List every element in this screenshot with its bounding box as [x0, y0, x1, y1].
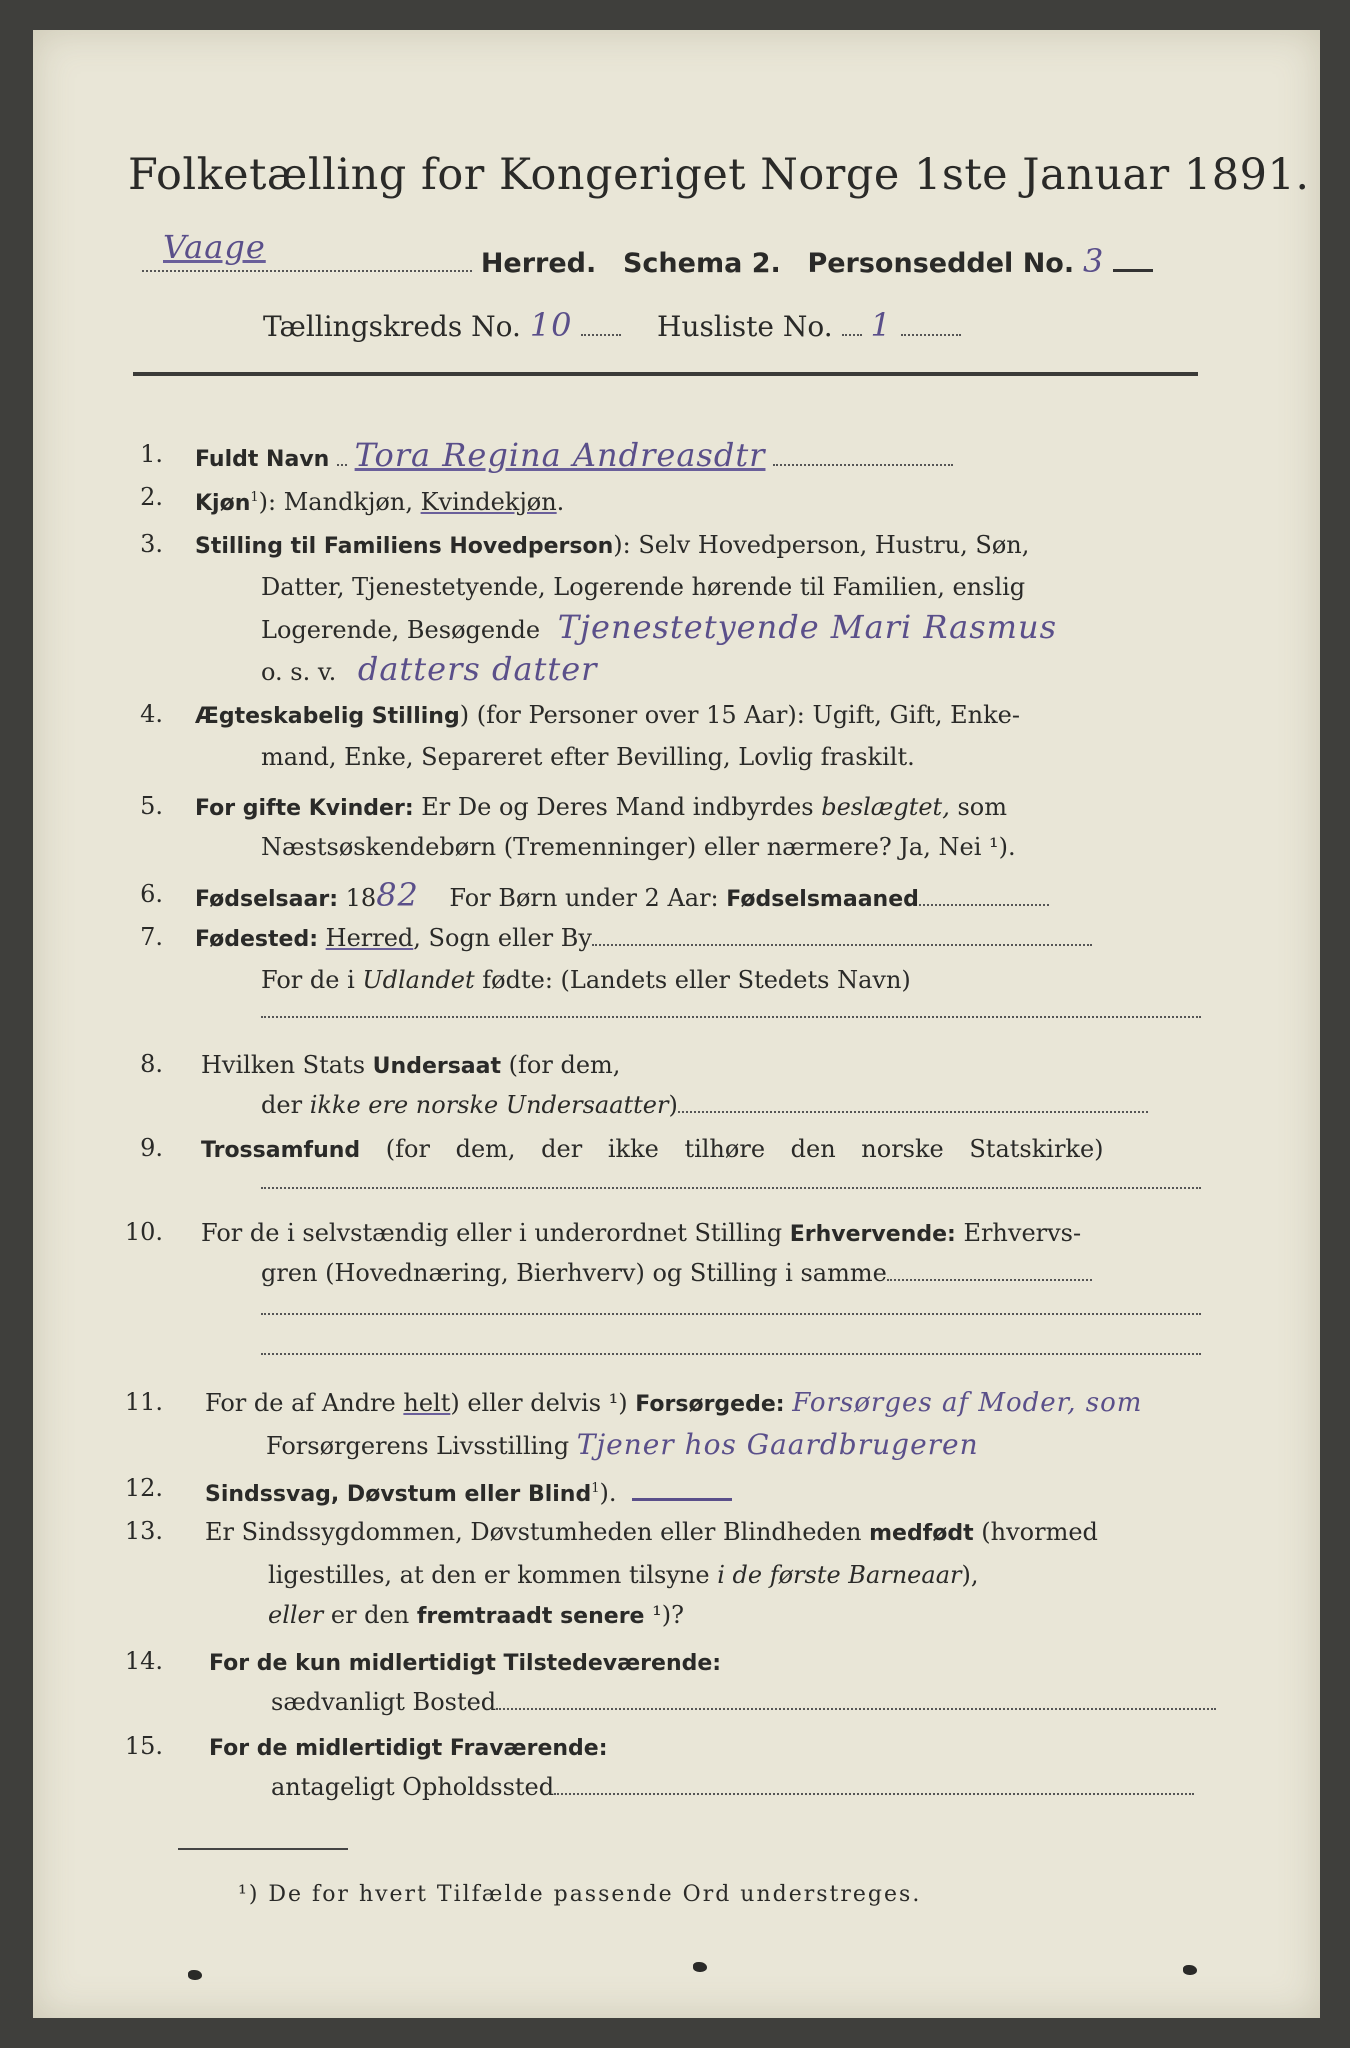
birth-year-prefix: 18 [345, 884, 377, 912]
item-10-line-2 [261, 1258, 1092, 1288]
item-11-line-1 [205, 1388, 1142, 1420]
item-number: 15. [124, 1732, 163, 1760]
item-10-line-1 [201, 1218, 1081, 1250]
item-7-text-1: , Sogn eller By [413, 924, 592, 952]
personseddel-label: Personseddel No. [807, 248, 1075, 279]
item-number: 12. [124, 1474, 163, 1502]
item-5-line-1 [195, 792, 1007, 824]
form-title: Folketælling for Kongeriget Norge 1ste Januar 1891. [128, 150, 1310, 200]
schema-label: Schema 2. [622, 248, 781, 279]
header-divider [133, 372, 1198, 376]
item-3-text-1: ): Selv Hovedperson, Hustru, Søn, [613, 531, 1030, 559]
footnote-ref: 1 [250, 490, 259, 505]
item-7-line-2 [261, 965, 911, 995]
binding-hole-mark [1183, 1965, 1197, 1975]
item-5-text-1: Er De og Deres Mand indbyrdes [421, 793, 814, 821]
item-15-line-1 [209, 1732, 608, 1764]
item-number: 1. [140, 440, 163, 468]
footnote: ¹) De for hvert Tilfælde passende Ord understreges. [238, 1882, 922, 1907]
personseddel-value: 3 [1083, 242, 1105, 280]
supported-by-value: Forsørges af Moder, som [792, 1388, 1143, 1418]
herred-label: Herred. [480, 248, 597, 279]
item-number: 3. [140, 530, 163, 558]
family-position-value: Tjenestetyende Mari Rasmus [557, 608, 1058, 646]
item-10-blank-line-2 [261, 1332, 1201, 1362]
item-12-line: Sindssvag, Døvstum eller Blind$^1$). [205, 1474, 732, 1510]
binding-hole-mark [693, 1962, 707, 1972]
item-10-text-1a: For de i selvstændig eller i underordnet Stilling [201, 1219, 783, 1247]
item-11-bold: Forsørgede: [635, 1392, 785, 1417]
item-13-line-1 [205, 1517, 1098, 1549]
item-14-text-2: sædvanligt Bosted [271, 1688, 497, 1716]
item-6-bold: Fødselsmaaned [726, 887, 919, 912]
item-13-text-2a: ligestilles, at den er kommen tilsyne [268, 1561, 710, 1589]
item-13-line-3 [268, 1600, 684, 1632]
item-8-line-2: der ikke ere norske Undersaatter) [261, 1090, 1148, 1120]
item-number: 9. [140, 1134, 163, 1162]
item-5-italic: beslægtet, [821, 793, 950, 821]
item-3-text-4: o. s. v. [261, 658, 337, 686]
item-1-label: Fuldt Navn [195, 447, 330, 472]
item-8-text-1a: Hvilken Stats [201, 1051, 366, 1079]
herred-value: Vaage [163, 228, 266, 266]
item-3-label: Stilling til Familiens Hovedperson [195, 534, 614, 559]
item-number: 5. [140, 792, 163, 820]
kreds-row [263, 306, 961, 344]
birthplace-value: Herred [325, 924, 414, 952]
full-name-value: Tora Regina Andreasdtr [354, 436, 766, 474]
item-11-text-1a: For de af Andre [205, 1389, 396, 1417]
item-number: 10. [124, 1218, 163, 1246]
item-13-text-1c: (hvormed [981, 1518, 1098, 1546]
item-8-line-1 [201, 1050, 620, 1082]
item-5-line-2: Næstsøskendebørn (Tremenninger) eller nærmere? Ja, Nei ¹). [261, 833, 1016, 861]
item-11-line-2 [266, 1430, 979, 1461]
item-7-italic: Udlandet [362, 966, 475, 994]
item-7-blank-line [261, 995, 1201, 1025]
item-13-italic-2: eller [268, 1601, 324, 1629]
item-5-text-1b: som [957, 793, 1007, 821]
item-number: 8. [140, 1050, 163, 1078]
item-8-text-2a: der [261, 1091, 303, 1119]
husliste-label: Husliste No. [657, 310, 833, 343]
item-14-label: For de kun midlertidigt Tilstedeværende: [209, 1651, 722, 1676]
item-2-label: Kjøn [195, 491, 251, 516]
census-form-page [33, 30, 1320, 2018]
item-13-line-2 [268, 1560, 978, 1590]
item-13-text-3a: er den [330, 1601, 410, 1629]
item-14-line-2 [271, 1687, 1216, 1717]
footnote-rule [178, 1848, 348, 1850]
item-13-bold-2: fremtraadt senere [416, 1604, 645, 1629]
item-7-label: Fødested: [195, 927, 318, 952]
husliste-value: 1 [870, 306, 892, 344]
supporter-occupation-value: Tjener hos Gaardbrugeren [576, 1428, 979, 1461]
item-15-label: For de midlertidigt Fraværende: [209, 1736, 608, 1761]
item-number: 11. [124, 1388, 163, 1416]
item-7-line-1 [195, 923, 1092, 955]
item-3-line-4 [261, 650, 598, 688]
item-14-line-1 [209, 1647, 721, 1679]
item-13-italic: i de første Barneaar [717, 1561, 962, 1589]
item-10-bold: Erhvervende: [789, 1222, 956, 1247]
item-8-italic: ikke ere norske Undersaatter [309, 1091, 669, 1119]
item-9-blank-line [261, 1166, 1201, 1196]
item-7-text-2a: For de i [261, 966, 355, 994]
item-11-text-1b: ) eller delvis ¹) [450, 1389, 628, 1417]
birth-year-value: 82 [376, 876, 419, 914]
item-3-line-1 [195, 530, 1029, 562]
item-13-text-3c: ¹)? [652, 1601, 684, 1629]
item-8-bold: Undersaat [372, 1054, 502, 1079]
item-4-line-2: mand, Enke, Separeret efter Bevilling, Lovlig fraskilt. [261, 743, 915, 771]
item-2-sex [195, 483, 564, 519]
item-6-birth-year [195, 876, 1049, 915]
item-15-text-2: antageligt Opholdssted [271, 1773, 555, 1801]
item-number: 13. [124, 1517, 163, 1545]
item-11-text-2: Forsørgerens Livsstilling [266, 1432, 570, 1460]
item-2-text: ): Mandkjøn, [258, 488, 421, 516]
item-12-end: ). [599, 1479, 617, 1507]
kreds-value: 10 [529, 306, 573, 344]
item-number: 14. [124, 1647, 163, 1675]
item-6-text: For Børn under 2 Aar: [449, 884, 719, 912]
item-number: 2. [140, 483, 163, 511]
item-5-label: For gifte Kvinder: [195, 796, 414, 821]
item-12-label: Sindssvag, Døvstum eller Blind [205, 1482, 592, 1507]
support-type-value: helt [403, 1389, 451, 1417]
binding-hole-mark [188, 1970, 202, 1980]
item-10-blank-line-1 [261, 1292, 1201, 1322]
item-6-label: Fødselsaar: [195, 887, 338, 912]
item-13-bold: medfødt [869, 1521, 974, 1546]
item-2-end: . [556, 488, 565, 516]
kreds-label: Tællingskreds No. [263, 310, 521, 343]
item-4-label: Ægteskabelig Stilling [195, 704, 460, 729]
item-4-line-1 [195, 700, 1020, 732]
item-number: 7. [140, 923, 163, 951]
item-13-text-2b: ), [961, 1561, 979, 1589]
item-4-text-1: ) (for Personer over 15 Aar): Ugift, Gift, Enke- [459, 701, 1020, 729]
item-9-text: (for dem, der ikke tilhøre den norske Statskirke) [385, 1135, 1104, 1163]
item-15-line-2 [271, 1772, 1194, 1802]
item-9-label: Trossamfund [201, 1138, 361, 1163]
family-position-value-2: datters datter [357, 650, 598, 688]
item-number: 4. [140, 700, 163, 728]
item-7-text-2b: fødte: (Landets eller Stedets Navn) [482, 966, 911, 994]
item-10-text-1c: Erhvervs- [963, 1219, 1082, 1247]
item-number: 6. [140, 880, 163, 908]
item-1-full-name [195, 436, 953, 475]
item-3-line-3 [261, 608, 1058, 646]
item-3-line-2: Datter, Tjenestetyende, Logerende hørende til Familien, enslig [261, 573, 1026, 601]
item-9-line-1 [201, 1134, 1104, 1166]
item-8-text-1c: (for dem, [508, 1051, 621, 1079]
item-3-text-3: Logerende, Besøgende [261, 616, 541, 644]
sex-value: Kvindekjøn [420, 488, 557, 516]
item-10-text-2: gren (Hovednæring, Bierhverv) og Stilling i samme [261, 1259, 887, 1287]
herred-row [133, 228, 1153, 280]
item-13-text-1a: Er Sindssygdommen, Døvstumheden eller Blindheden [205, 1518, 862, 1546]
